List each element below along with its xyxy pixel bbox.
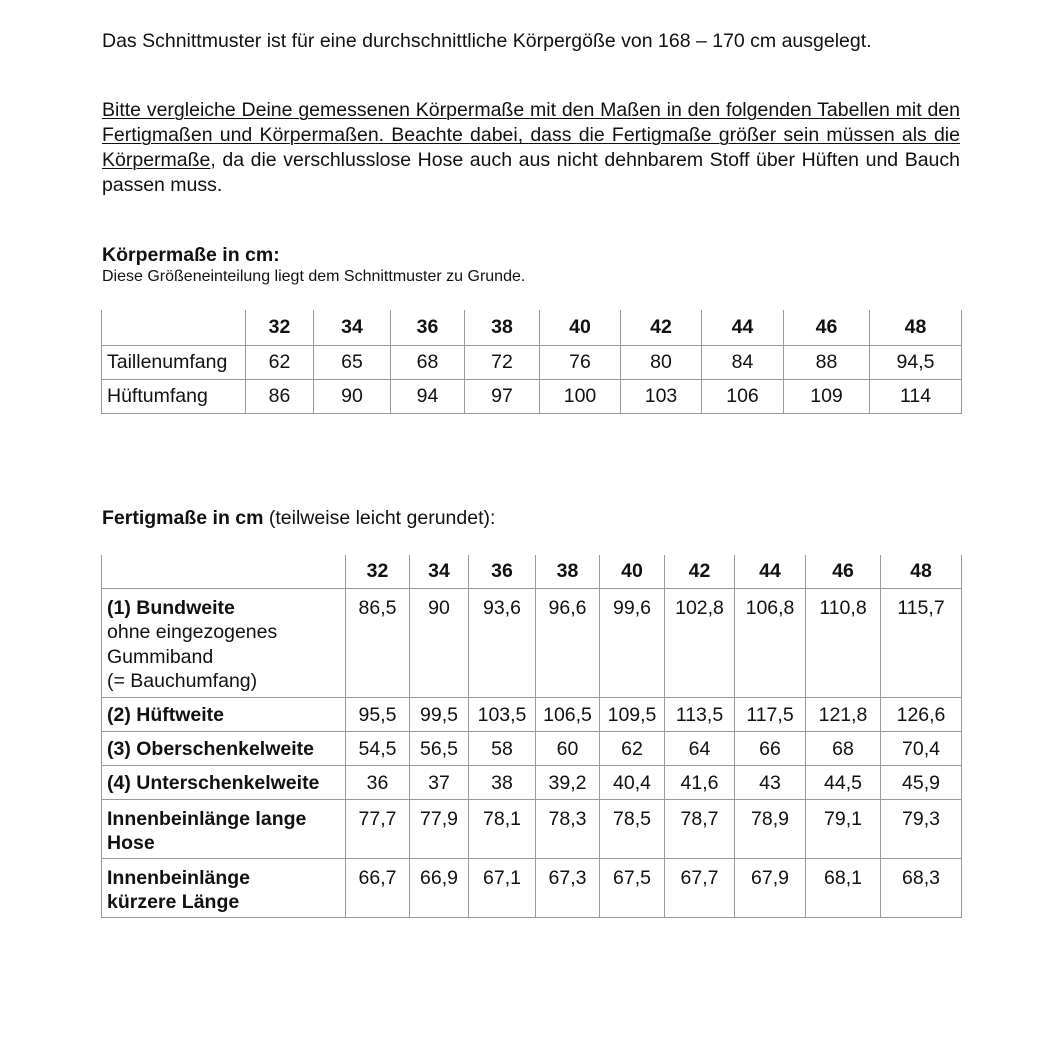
table-cell: 67,7: [665, 858, 735, 917]
table-cell: 99,6: [600, 588, 665, 697]
row-sublabel: (= Bauchumfang): [107, 670, 258, 692]
table-cell: 94,5: [870, 345, 962, 379]
table-cell: 67,5: [600, 858, 665, 917]
table-cell: 103,5: [469, 697, 536, 731]
row-label-oberschenkelweite: (3) Oberschenkelweite: [102, 731, 346, 765]
row-label-bundweite: [102, 588, 346, 697]
table-cell: 38: [469, 765, 536, 799]
table-cell: 94: [391, 379, 465, 413]
table-cell: 113,5: [665, 697, 735, 731]
table-cell: 78,1: [469, 799, 536, 858]
row-label-hueftumfang: Hüftumfang: [102, 379, 246, 413]
fertig-heading-bold: Fertigmaße in cm: [102, 507, 264, 529]
table-cell: 68: [806, 731, 881, 765]
row-label-line: Hose: [107, 832, 155, 854]
table-cell: 115,7: [881, 588, 962, 697]
size-header: 38: [536, 555, 600, 588]
table-cell: 99,5: [410, 697, 469, 731]
table-row: [102, 697, 962, 731]
table-cell: 77,9: [410, 799, 469, 858]
table-cell: 102,8: [665, 588, 735, 697]
table-cell: 76: [540, 345, 621, 379]
fertig-table: [101, 555, 962, 918]
row-sublabel: ohne eingezogenes: [107, 621, 278, 643]
table-cell: 67,1: [469, 858, 536, 917]
fertig-heading-rest: (teilweise leicht gerundet):: [263, 507, 496, 529]
table-cell: 56,5: [410, 731, 469, 765]
table-cell: 58: [469, 731, 536, 765]
table-cell: 39,2: [536, 765, 600, 799]
table-row: [102, 588, 962, 697]
size-header: 34: [410, 555, 469, 588]
intro-text: Das Schnittmuster ist für eine durchschnittliche Körpergöße von 168 – 170 cm ausgelegt.: [102, 30, 872, 52]
table-cell: 78,3: [536, 799, 600, 858]
size-header: 32: [346, 555, 410, 588]
table-cell: 121,8: [806, 697, 881, 731]
table-cell: 84: [702, 345, 784, 379]
koerper-heading: Körpermaße in cm:: [102, 244, 280, 266]
size-header: 32: [246, 310, 314, 345]
table-row: [102, 731, 962, 765]
table-cell: 66,7: [346, 858, 410, 917]
table-cell: 62: [600, 731, 665, 765]
row-label-line: Innenbeinlänge lange: [107, 807, 307, 830]
table-cell: 64: [665, 731, 735, 765]
row-label-line: Innenbeinlänge: [107, 866, 251, 889]
koerper-subheading: Diese Größeneinteilung liegt dem Schnittmuster zu Grunde.: [102, 268, 526, 285]
row-label-innenbeinlaenge-lang: [102, 799, 346, 858]
table-cell: 86,5: [346, 588, 410, 697]
table-cell: 60: [536, 731, 600, 765]
table-cell: 78,5: [600, 799, 665, 858]
table-cell: 100: [540, 379, 621, 413]
row-label-main: (1) Bundweite: [107, 596, 235, 619]
table-cell: 54,5: [346, 731, 410, 765]
size-header: 48: [870, 310, 962, 345]
fertig-corner-cell: [102, 555, 346, 588]
table-row: [102, 379, 962, 413]
size-header: 36: [391, 310, 465, 345]
table-cell: 80: [621, 345, 702, 379]
koerper-corner-cell: [102, 310, 246, 345]
row-label-unterschenkelweite: (4) Unterschenkelweite: [102, 765, 346, 799]
size-header: 44: [735, 555, 806, 588]
table-cell: 40,4: [600, 765, 665, 799]
table-cell: 68,3: [881, 858, 962, 917]
row-label-line: kürzere Länge: [107, 891, 240, 913]
table-cell: 68: [391, 345, 465, 379]
table-cell: 62: [246, 345, 314, 379]
table-cell: 90: [410, 588, 469, 697]
table-cell: 109: [784, 379, 870, 413]
size-header: 44: [702, 310, 784, 345]
fertig-header-row: [102, 555, 962, 588]
table-cell: 95,5: [346, 697, 410, 731]
table-cell: 78,9: [735, 799, 806, 858]
table-cell: 36: [346, 765, 410, 799]
table-cell: 67,9: [735, 858, 806, 917]
instruction-rest: , da die verschlusslose Hose auch aus nicht dehnbarem Stoff über Hüften und Bauch passen muss.: [102, 149, 960, 196]
table-cell: 106,5: [536, 697, 600, 731]
table-row: [102, 799, 962, 858]
table-cell: 37: [410, 765, 469, 799]
table-cell: 114: [870, 379, 962, 413]
table-row: [102, 765, 962, 799]
table-cell: 79,1: [806, 799, 881, 858]
table-cell: 78,7: [665, 799, 735, 858]
table-cell: 106,8: [735, 588, 806, 697]
table-cell: 79,3: [881, 799, 962, 858]
size-header: 46: [806, 555, 881, 588]
size-header: 42: [621, 310, 702, 345]
row-label-hueftweite: (2) Hüftweite: [102, 697, 346, 731]
table-cell: 103: [621, 379, 702, 413]
size-header: 36: [469, 555, 536, 588]
table-cell: 117,5: [735, 697, 806, 731]
size-header: 46: [784, 310, 870, 345]
table-cell: 96,6: [536, 588, 600, 697]
table-cell: 43: [735, 765, 806, 799]
table-cell: 70,4: [881, 731, 962, 765]
instruction-underlined: Bitte vergleiche Deine gemessenen Körpermaße mit den Maßen in den folgenden Tabellen mit den Fertigmaßen und Körpermaßen. Beachte dabei, dass die Fertigmaße größer sein müssen als die Körpermaße: [102, 99, 960, 171]
table-cell: 68,1: [806, 858, 881, 917]
size-header: 34: [314, 310, 391, 345]
size-header: 42: [665, 555, 735, 588]
table-cell: 86: [246, 379, 314, 413]
table-cell: 97: [465, 379, 540, 413]
row-label-taillenumfang: Taillenumfang: [102, 345, 246, 379]
row-label-innenbeinlaenge-kurz: [102, 858, 346, 917]
koerper-header-row: [102, 310, 962, 345]
size-header: 40: [600, 555, 665, 588]
table-cell: 109,5: [600, 697, 665, 731]
instruction-paragraph: [102, 98, 960, 198]
table-cell: 88: [784, 345, 870, 379]
table-cell: 65: [314, 345, 391, 379]
table-cell: 44,5: [806, 765, 881, 799]
table-cell: 67,3: [536, 858, 600, 917]
size-header: 48: [881, 555, 962, 588]
table-cell: 72: [465, 345, 540, 379]
table-cell: 126,6: [881, 697, 962, 731]
row-sublabel: Gummiband: [107, 645, 214, 668]
table-cell: 41,6: [665, 765, 735, 799]
table-row: [102, 345, 962, 379]
size-header: 38: [465, 310, 540, 345]
table-cell: 106: [702, 379, 784, 413]
table-cell: 66,9: [410, 858, 469, 917]
table-row: [102, 858, 962, 917]
table-cell: 77,7: [346, 799, 410, 858]
table-cell: 93,6: [469, 588, 536, 697]
fertig-heading: [102, 507, 495, 530]
koerper-table: [101, 310, 962, 414]
table-cell: 45,9: [881, 765, 962, 799]
size-header: 40: [540, 310, 621, 345]
table-cell: 90: [314, 379, 391, 413]
table-cell: 110,8: [806, 588, 881, 697]
table-cell: 66: [735, 731, 806, 765]
